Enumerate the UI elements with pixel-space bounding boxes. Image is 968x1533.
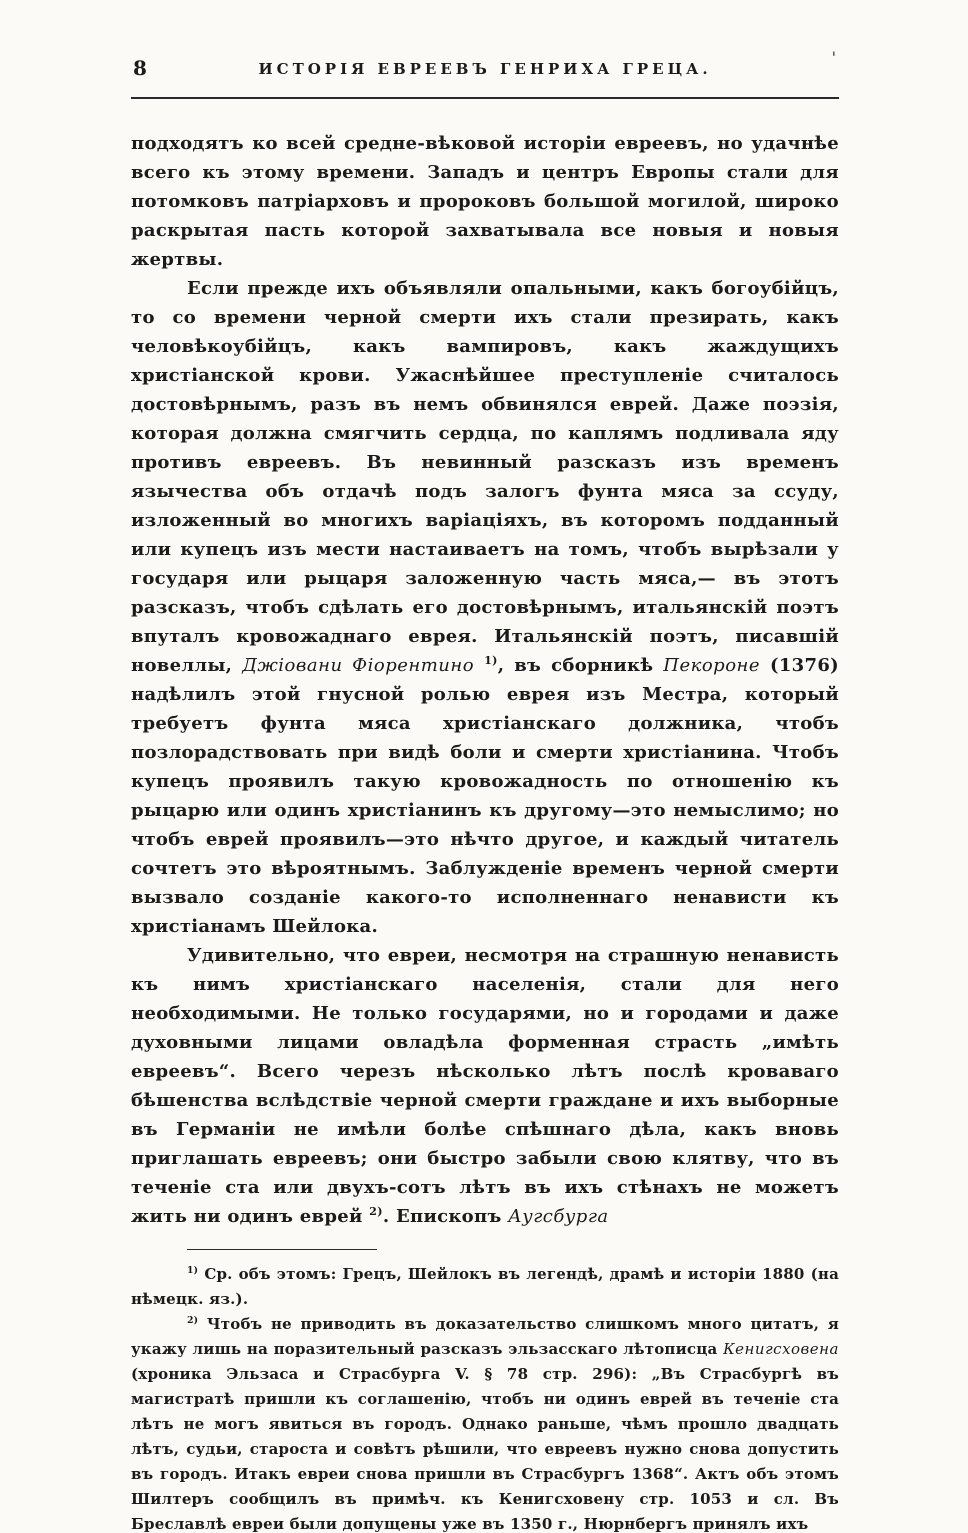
text-segment: подходятъ ко всей средне-вѣковой исторіи евреевъ, но удачнѣе всего къ этому времени. Западъ и центръ Европы стали для потомковъ патріарховъ и пророковъ большой могилой, широко раскрытая пасть которой захватывала все новыя и новыя жертвы. bbox=[131, 133, 839, 270]
paragraph bbox=[131, 274, 839, 941]
running-title: ИСТОРІЯ ЕВРЕЕВЪ ГЕНРИХА ГРЕЦА. bbox=[258, 60, 712, 78]
text-segment: Ср. объ этомъ: Грецъ, Шейлокъ въ легендѣ, драмѣ и исторіи 1880 (на нѣмецк. яз.). bbox=[131, 1265, 839, 1308]
text-segment bbox=[474, 655, 484, 676]
page-content bbox=[131, 0, 839, 1533]
text-segment: Удивительно, что евреи, несмотря на страшную ненависть къ нимъ христіанскаго населенія, стали для него необходимыми. Не только государями, но и городами и даже духовными лицами овладѣла форменная страсть „имѣть евреевъ“. Всего черезъ нѣсколько лѣтъ послѣ кроваваго бѣшенства вслѣдствіе черной смерти граждане и ихъ выборные въ Германіи не имѣли болѣе спѣшнаго дѣла, какъ вновь приглашать евреевъ; они быстро забыли свою клятву, что въ теченіе ста или двухъ-сотъ лѣтъ въ ихъ стѣнахъ не можетъ жить ни одинъ еврей bbox=[131, 945, 839, 1227]
footnote bbox=[131, 1262, 839, 1312]
italic-text-segment: Аугсбурга bbox=[508, 1206, 609, 1227]
page-number: 8 bbox=[133, 56, 147, 80]
text-segment: . Епископъ bbox=[382, 1206, 509, 1227]
footnote-ref: 2) bbox=[369, 1205, 383, 1218]
italic-text-segment: Джіовани Фіорентино bbox=[242, 655, 475, 676]
text-segment: Если прежде ихъ объявляли опальными, какъ богоубійцъ, то со времени черной смерти ихъ стали презирать, какъ человѣкоубійцъ, какъ вампировъ, какъ жаждущихъ христіанской крови. Ужаснѣйшее преступленіе считалось достовѣрнымъ, разъ въ немъ обвинялся еврей. Даже поэзія, которая должна смягчить сердца, по каплямъ подливала яду противъ евреевъ. Въ невинный разсказъ изъ временъ язычества объ отдачѣ подъ залогъ фунта мяса за ссуду, изложенный во многихъ варіаціяхъ, въ которомъ подданный или купецъ изъ мести настаиваетъ на томъ, чтобъ вырѣзали у государя или рыцаря заложенную часть мяса,— въ этотъ разсказъ, чтобъ сдѣлать его достовѣрнымъ, итальянскій поэтъ впуталъ кровожаднаго еврея. Итальянскій поэтъ, писавшій новеллы, bbox=[131, 278, 839, 676]
text-segment: (хроника Эльзаса и Страсбурга V. § 78 стр. 296): „Въ Страсбургѣ въ магистратѣ пришли къ соглашенію, чтобъ ни одинъ еврей въ теченіе ста лѣтъ не могъ явиться въ городъ. Однако раньше, чѣмъ прошло двадцать лѣтъ, судьи, староста и совѣтъ рѣшили, что евреевъ нужно снова допустить въ городъ. Итакъ евреи снова пришли въ Страсбургъ 1368“. Актъ объ этомъ Шилтеръ сообщилъ въ примѣч. къ Кенигсховену стр. 1053 и сл. Въ Бреславлѣ евреи были допущены уже въ 1350 г., Нюрнбергъ принялъ ихъ bbox=[131, 1365, 839, 1533]
footnote bbox=[131, 1312, 839, 1533]
footnote-ref: 1) bbox=[484, 654, 498, 667]
footnote-rule bbox=[187, 1249, 377, 1250]
italic-text-segment: Кенигсховена bbox=[723, 1340, 839, 1358]
scan-artifact-mark: ' bbox=[831, 48, 836, 67]
footnote-ref: 1) bbox=[187, 1265, 199, 1276]
page-header bbox=[131, 0, 839, 88]
text-segment: Чтобъ не приводить въ доказательство слишкомъ много цитатъ, я укажу лишь на поразительный разсказъ эльзасскаго лѣтописца bbox=[131, 1315, 839, 1358]
paragraph bbox=[131, 129, 839, 274]
body-text bbox=[131, 129, 839, 1231]
text-segment: (1376) надѣлилъ этой гнусной ролью еврея изъ Местра, который требуетъ фунта мяса христіанскаго должника, чтобъ позлорадствовать при видѣ боли и смерти христіанина. Чтобъ купецъ проявилъ такую кровожадность по отношенію къ рыцарю или одинъ христіанинъ къ другому—это немыслимо; но чтобъ еврей проявилъ—это нѣчто другое, и каждый читатель сочтетъ это вѣроятнымъ. Заблужденіе временъ черной смерти вызвало созданіе какого-то исполненнаго ненависти къ христіанамъ Шейлока. bbox=[131, 655, 839, 937]
italic-text-segment: Пекороне bbox=[663, 655, 761, 676]
paragraph bbox=[131, 941, 839, 1231]
text-segment: , въ сборникѣ bbox=[497, 655, 664, 676]
header-rule bbox=[131, 97, 839, 99]
footnotes-section bbox=[131, 1262, 839, 1533]
footnote-ref: 2) bbox=[187, 1315, 199, 1326]
